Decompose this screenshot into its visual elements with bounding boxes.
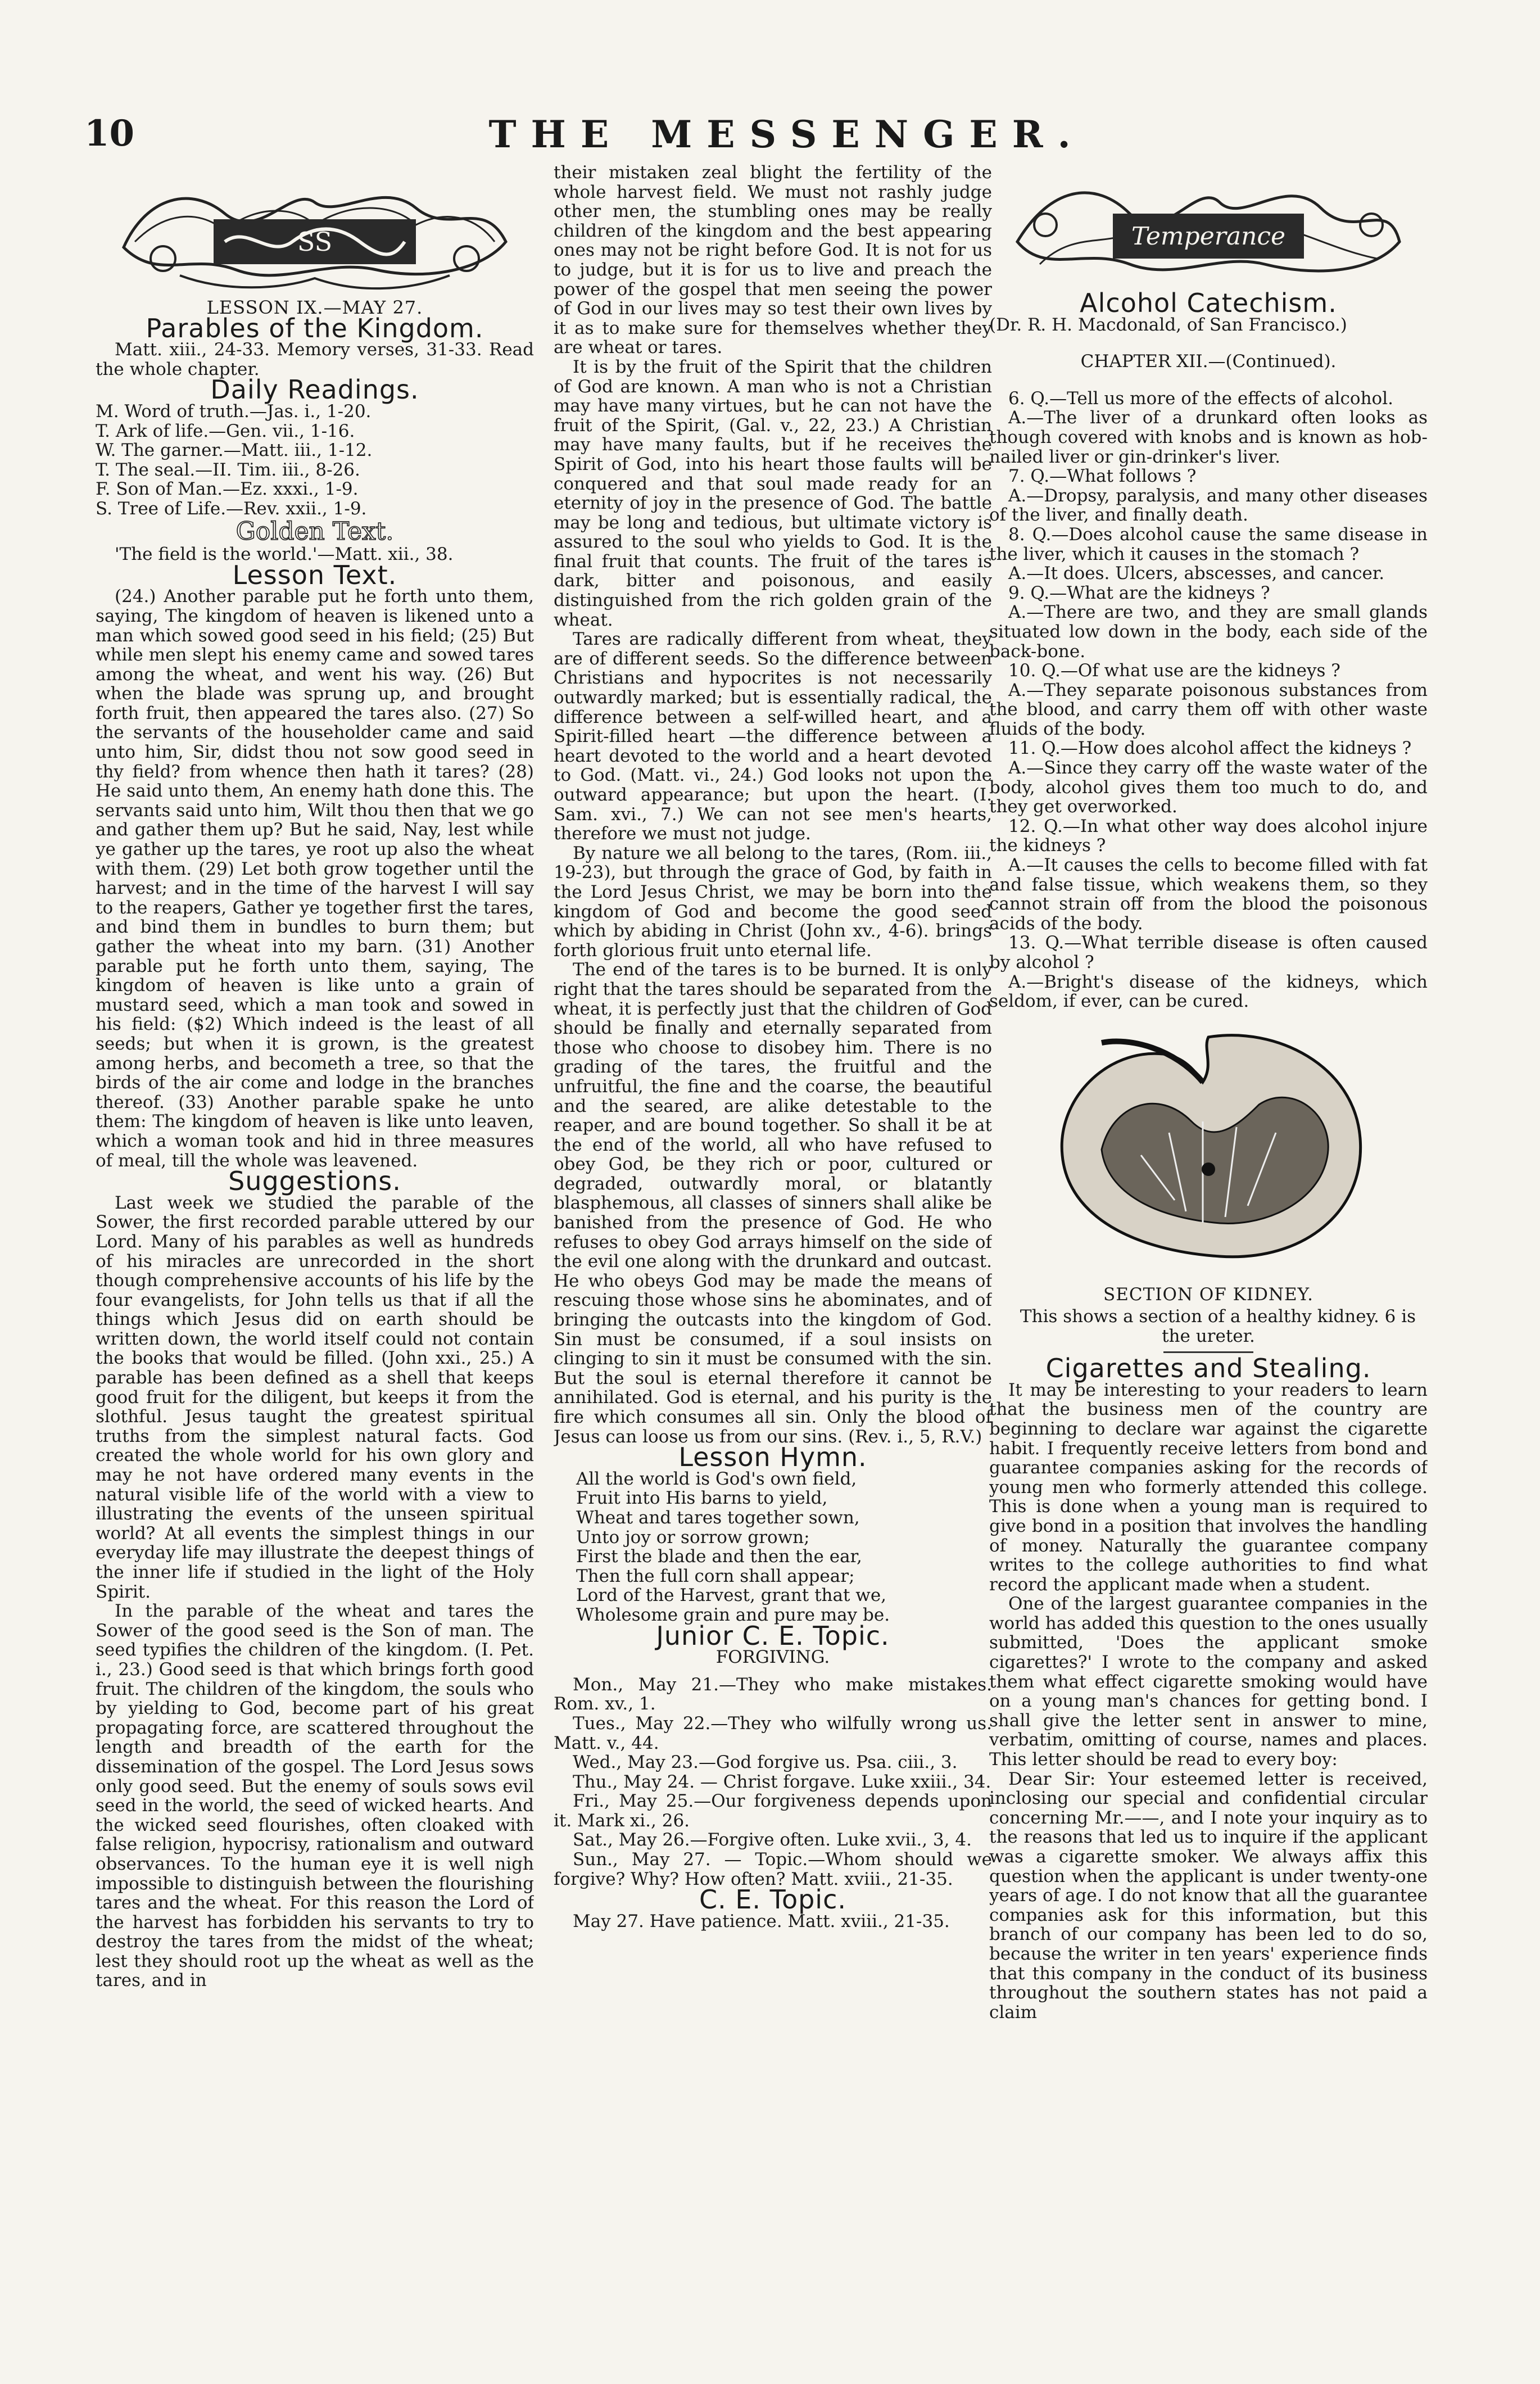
cigarettes-heading: Cigarettes and Stealing. [1045, 1353, 1371, 1384]
newspaper-title: THE MESSENGER. [488, 112, 1085, 156]
page-number: 10 [84, 112, 135, 155]
junior-ce-subtitle: FORGIVING. [715, 1647, 830, 1668]
lesson-hymn-heading: Lesson Hymn. [678, 1442, 867, 1473]
hymn-line: All the world is God's own field, [576, 1468, 857, 1489]
temperance-ornamental-banner [1006, 163, 1411, 292]
hymn-line: Wheat and tares together sown, [576, 1507, 860, 1528]
catechism-qa-list [989, 389, 1428, 1011]
golden-text-heading: Golden Text. [235, 517, 394, 546]
topic-item: Mon., May 21.—They who make mistakes. Rom. xv., 1. [554, 1674, 992, 1715]
qa-item: 6. Q.—Tell us more of the effects of alcohol. [1008, 388, 1393, 409]
hymn-line: Wholesome grain and pure may be. [576, 1604, 890, 1625]
suggestions-paragraph: Last week we studied the parable of the Sower, the first recorded parable uttered by our Lord. Many of his parables as well as hundreds of his miracles are unrecorded in the short though comprehensive accounts of his life by the four evangelists, for John tells us that if all the things which Jesus did on earth should be written down, the world itself could not contain the books that would be filled. (John xxi., 25.) A parable has been defined as a shell that keeps good fruit for the diligent, but keeps it from the slothful. Jesus taught the greatest spiritual truths from the simplest natural facts. God created the whole world for his own glory and may he not have ordered many events in the natural visible life of the world with a view to illustrating the events of the unseen spiritual world? At all events the simplest things in our everyday life may illustrate the deepest things of the inner life if studied in the light of the Holy Spirit. [96, 1192, 534, 1602]
column-lesson-continued [554, 163, 992, 2338]
reading-item: F. Son of Man.—Ez. xxxi., 1-9. [96, 479, 359, 500]
reading-item: T. The seal.—II. Tim. iii., 8-26. [96, 459, 360, 480]
hymn-line: First the blade and then the ear, [576, 1546, 862, 1567]
reading-item: S. Tree of Life.—Rev. xxii., 1-9. [96, 498, 367, 519]
topic-item: Sun., May 27. — Topic.—Whom should we forgive? Why? How often? Matt. xviii., 21-35. [554, 1849, 992, 1889]
qa-item: A.—Dropsy, paralysis, and many other diseases of the liver, and finally death. [989, 485, 1428, 526]
topic-item: Thu., May 24. — Christ forgave. Luke xxiii., 34. [573, 1771, 991, 1792]
hymn-line: Then the full corn shall appear; [576, 1566, 855, 1586]
hymn-line: Lord of the Harvest, grant that we, [576, 1585, 887, 1606]
figure-description: This shows a section of a healthy kidney. 6 is the ureter. [1020, 1306, 1416, 1346]
column-temperance [989, 163, 1428, 2338]
ce-topic-heading: C. E. Topic. [699, 1884, 846, 1915]
qa-item: A.—They separate poisonous substances from the blood, and carry them off with other waste fluids of the body. [989, 680, 1428, 739]
column-sunday-school [96, 163, 534, 2338]
qa-item: A.—Since they carry off the waste water of the body, alcohol gives them too much to do, and they get overworked. [989, 758, 1428, 817]
junior-ce-list [554, 1675, 992, 1889]
lesson-text-heading: Lesson Text. [232, 559, 397, 590]
lesson-number: LESSON IX.—MAY 27. [206, 297, 423, 318]
topic-item: Wed., May 23.—God forgive us. Psa. ciii., 3. [573, 1752, 958, 1773]
qa-item: 10. Q.—Of what use are the kidneys ? [1008, 661, 1340, 681]
catechism-author: (Dr. R. H. Macdonald, of San Francisco.) [989, 314, 1347, 335]
cigarettes-paragraph: Dear Sir: Your esteemed letter is received, inclosing our special and confidential circular concerning Mr.——, and I note your inquiry as to the reasons that led us to inquire if the applicant was a cigarette smoker. We always affix this question when the applicant is under twenty-one years of age. I do not know that all the guarantee companies ask for this information, but this branch of our company has been led to do so, because the writer in ten years' experience finds that this company in the conduct of its business throughout the southern states has not paid a claim [989, 1768, 1428, 2023]
topic-item: Fri., May 25.—Our forgiveness depends upon it. Mark xi., 26. [554, 1791, 992, 1831]
lesson-title: Parables of the Kingdom. [146, 313, 484, 343]
golden-text: 'The field is the world.'—Matt. xii., 38. [115, 544, 454, 565]
daily-readings-list [96, 402, 534, 519]
suggestions-heading: Suggestions. [228, 1166, 401, 1197]
topic-item: Tues., May 22.—They who wilfully wrong us. Matt. v., 44. [554, 1713, 992, 1753]
commentary-paragraph: The end of the tares is to be burned. It is only right that the tares should be separated from the wheat, it is perfectly just that the children of God should be finally and eternally separated from those who choose to disobey him. There is no grading of the tares, the fruitful and the unfruitful, the fine and the coarse, the beautiful and the seared, are alike detestable to the reaper, and are bound together. So shall it be at the end of the world, all who have refused to obey God, be they rich or poor, cultured or degraded, outwardly moral, or blatantly blasphemous, all classes of sinners shall alike be banished from the presence of God. He who refuses to obey God arrays himself on the side of the evil one along with the drunkard and outcast. He who obeys God may be made the means of rescuing those whose sins he abominates, and of bringing the outcasts into the kingdom of God. Sin must be consumed, if a soul insists on clinging to sin it must be consumed with the sin. But the soul is eternal therefore it cannot be annihilated. God is eternal, and his purity is the fire which consumes all sin. Only the blood of Jesus can loose us from our sins. (Rev. i., 5, R.V.) [554, 960, 992, 1447]
topic-item: Sat., May 26.—Forgive often. Luke xvii., 3, 4. [573, 1830, 972, 1851]
ce-topic-text: May 27. Have patience. Matt. xviii., 21-35. [573, 1911, 950, 1931]
reading-item: W. The garner.—Matt. iii., 1-12. [96, 440, 373, 461]
hymn-line: Fruit into His barns to yield, [576, 1488, 828, 1509]
daily-readings-heading: Daily Readings. [210, 374, 419, 405]
qa-item: A.—It does. Ulcers, abscesses, and cancer. [1008, 563, 1385, 584]
commentary-paragraph: their mistaken zeal blight the fertility of the whole harvest field. We must not rashly judge other men, the stumbling ones may be really children of the kingdom and the best appearing ones may not be right before God. It is not for us to judge, but it is for us to live and preach the power of the gospel that men seeing the power of God in our lives may so test their own lives by it as to make sure for themselves whether they are wheat or tares. [554, 163, 992, 358]
qa-item: A.—There are two, and they are small glands situated low down in the body, each side of the back-bone. [989, 602, 1428, 662]
hymn-line: Unto joy or sorrow grown; [576, 1527, 810, 1548]
catechism-chapter: CHAPTER XII.—(Continued). [1080, 351, 1337, 372]
commentary-paragraph: It is by the fruit of the Spirit that the children of God are known. A man who is not a Christian may have many virtues, but he can not have the fruit of the Spirit, (Gal. v., 22, 23.) A Christian may have many faults, but if he receives the Spirit of God, into his heart those faults will be conquered and that soul made ready for an eternity of joy in the presence of God. The battle may be long and tedious, but ultimate victory is assured to the soul who yields to God. It is the final fruit that counts. The fruit of the tares is dark, bitter and poisonous, and easily distinguished from the rich golden grain of the wheat. [554, 356, 992, 630]
junior-ce-topic-heading: Junior C. E. Topic. [656, 1620, 890, 1651]
cigarettes-paragraph: It may be interesting to your readers to learn that the business men of the country are beginning to declare war against the cigarette habit. I frequently receive letters from bond and guarantee companies asking for the records of young men who formerly attended this college. This is done when a young man is required to give bond in a position that involves the handling of money. Naturally the guarantee company writes to the college authorities to find what record the applicant made when a student. [989, 1379, 1428, 1595]
commentary-paragraph: By nature we all belong to the tares, (Rom. iii., 19-23), but through the grace of God, by faith in the Lord Jesus Christ, we may be born into the kingdom of God and become the good seed which by abiding in Christ (John xv., 4-6). brings forth glorious fruit unto eternal life. [554, 843, 992, 961]
suggestions-paragraph: In the parable of the wheat and tares the Sower of the good seed is the Son of man. The seed typifies the children of the kingdom. (I. Pet. i., 23.) Good seed is that which brings forth good fruit. The children of the kingdom, the souls who by yielding to God, become part of his great propagating force, are scattered throughout the length and breadth of the earth for the dissemination of the gospel. The Lord Jesus sows only good seed. But the enemy of souls sows evil seed in the world, the seed of wicked hearts. And the wicked seed flourishes, often cloaked with false religion, hypocrisy, rationalism and outward observances. To the human eye it is well nigh impossible to distinguish between the flourishing tares and the wheat. For this reason the Lord of the harvest has forbidden his servants to try to destroy the tares from the midst of the wheat; lest they should root up the wheat as well as the tares, and in [96, 1601, 534, 1991]
cigarettes-paragraph: One of the largest guarantee companies in the world has added this question to the ones usually submitted, 'Does the applicant smoke cigarettes?' I wrote to the company and asked them what effect cigarette smoking would have on a young man's chances for getting bond. I shall give the letter sent in answer to mine, verbatim, omitting of course, names and places. This letter should be read to every boy: [989, 1594, 1428, 1770]
reading-item: T. Ark of life.—Gen. vii., 1-16. [96, 420, 355, 441]
qa-item: 8. Q.—Does alcohol cause the same disease in the liver, which it causes in the stomach ? [989, 524, 1428, 564]
lesson-references: Matt. xiii., 24-33. Memory verses, 31-33. Read the whole chapter. [96, 340, 534, 379]
banner-label: SS [297, 227, 333, 257]
qa-item: A.—The liver of a drunkard often looks as though covered with knobs and is known as hob-nailed liver or gin-drinker's liver. [989, 408, 1428, 467]
lesson-text-body: (24.) Another parable put he forth unto them, saying, The kingdom of heaven is likened unto a man which sowed good seed in his field; (25) But while men slept his enemy came and sowed tares among the wheat, and went his way. (26) But when the blade was sprung up, and brought forth fruit, then appeared the tares also. (27) So the servants of the householder came and said unto him, Sir, didst thou not sow good seed in thy field? from whence then hath it tares? (28) He said unto them, An enemy hath done this. The servants said unto him, Wilt thou then that we go and gather them up? But he said, Nay, lest while ye gather up the tares, ye root up also the wheat with them. (29) Let both grow together until the harvest; and in the time of the harvest I will say to the reapers, Gather ye together first the tares, and bind them in bundles to burn them; but gather the wheat into my barn. (31) Another parable put he forth unto them, saying, The kingdom of heaven is like unto a grain of mustard seed, which a man took and sowed in his field: ($2) Which indeed is the least of all seeds; but when it is grown, is the greatest among herbs, and becometh a tree, so that the birds of the air come and lodge in the branches thereof. (33) Another parable spake he unto them: The kingdom of heaven is like unto leaven, which a woman took and hid in three measures of meal, till the whole was leavened. [96, 586, 534, 1171]
sunday-school-ornamental-banner [112, 163, 517, 298]
hymn-verses [554, 1469, 992, 1625]
qa-item: 12. Q.—In what other way does alcohol injure the kidneys ? [989, 816, 1428, 856]
reading-item: M. Word of truth.—Jas. i., 1-20. [96, 401, 372, 422]
kidney-section-image [1034, 1015, 1383, 1279]
banner-label: Temperance [1131, 222, 1286, 251]
qa-item: 13. Q.—What terrible disease is often caused by alcohol ? [989, 933, 1428, 972]
qa-item: A.—It causes the cells to become filled with fat and false tissue, which weakens them, so they cannot strain off from the blood the poisonous acids of the body. [989, 855, 1428, 934]
alcohol-catechism-heading: Alcohol Catechism. [1080, 288, 1337, 318]
figure-caption: SECTION OF KIDNEY. [1103, 1284, 1313, 1305]
commentary-paragraph: Tares are radically different from wheat, they are of different seeds. So the difference between Christians and hypocrites is not necessarily outwardly marked; but is essentially radical, the difference between a self-willed heart, and a Spirit-filled heart —the difference between a heart devoted to the world and a heart devoted to God. (Matt. vi., 24.) God looks not upon the outward appearance; but upon the heart. (I. Sam. xvi., 7.) We can not see men's hearts, therefore we must not judge. [554, 629, 992, 844]
qa-item: 7. Q.—What follows ? [1008, 466, 1197, 487]
qa-item: 11. Q.—How does alcohol affect the kidneys ? [1008, 738, 1412, 759]
qa-item: A.—Bright's disease of the kidneys, which seldom, if ever, can be cured. [989, 971, 1428, 1012]
qa-item: 9. Q.—What are the kidneys ? [1008, 582, 1270, 603]
kidney-illustration [989, 1015, 1428, 1346]
